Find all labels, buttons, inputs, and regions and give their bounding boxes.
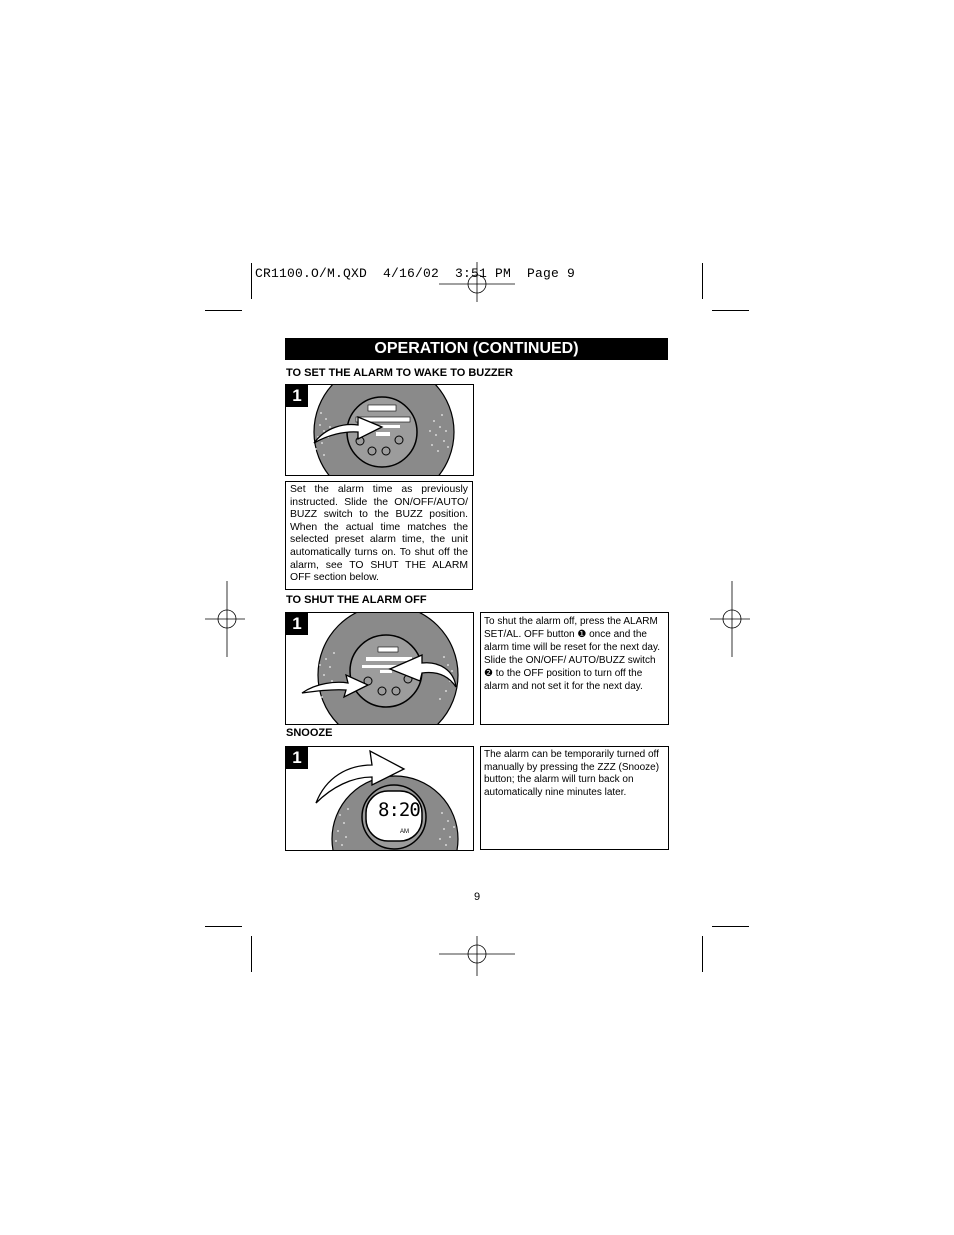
crop-mark [251,263,252,299]
crop-mark [712,926,749,927]
illustration-snooze [285,746,474,851]
section-heading-snooze: SNOOZE [286,727,333,739]
lcd-am-indicator: AM [400,829,409,835]
illustration-shut-off [285,612,474,725]
instruction-text-shut-off: To shut the alarm off, press the ALARM SET/AL. OFF button ❶ once and the alarm time will be reset for the next day. Slide the ON/OFF/ AUTO/BUZZ switch ❷ to the OFF position to turn off the alarm and not set it for the next day. [480,612,669,725]
registration-mark-right [710,581,750,657]
crop-mark [205,310,242,311]
step-number-badge: 1 [286,385,308,407]
section-heading-shut-off: TO SHUT THE ALARM OFF [286,594,427,606]
registration-mark-bottom [439,936,515,976]
instruction-text-snooze: The alarm can be temporarily turned off manually by pressing the ZZZ (Snooze) button; the alarm will turn back on automatically nine minutes later. [480,746,669,850]
page-title: OPERATION (CONTINUED) [285,338,668,360]
lcd-time-display: 8:20 [378,799,420,821]
instruction-text-buzzer: Set the alarm time as previously instructed. Slide the ON/OFF/AUTO/ BUZZ switch to the BUZZ position. When the actual time matches the selected preset alarm time, the unit automatically turns on. To shut off the alarm, see TO SHUT THE ALARM OFF section below. [285,481,473,590]
illustration-buzzer [285,384,474,476]
crop-mark [251,936,252,972]
clock-radio-top-view [286,385,473,475]
file-slug-line: CR1100.O/M.QXD 4/16/02 3:51 PM Page 9 [255,266,576,281]
crop-mark [712,310,749,311]
clock-radio-buttons-view [286,613,473,724]
crop-mark [205,926,242,927]
registration-mark-left [205,581,245,657]
step-number-badge: 1 [286,747,308,769]
crop-mark [702,936,703,972]
section-heading-buzzer: TO SET THE ALARM TO WAKE TO BUZZER [286,367,513,379]
page-number: 9 [473,891,481,903]
step-number-badge: 1 [286,613,308,635]
crop-mark [702,263,703,299]
